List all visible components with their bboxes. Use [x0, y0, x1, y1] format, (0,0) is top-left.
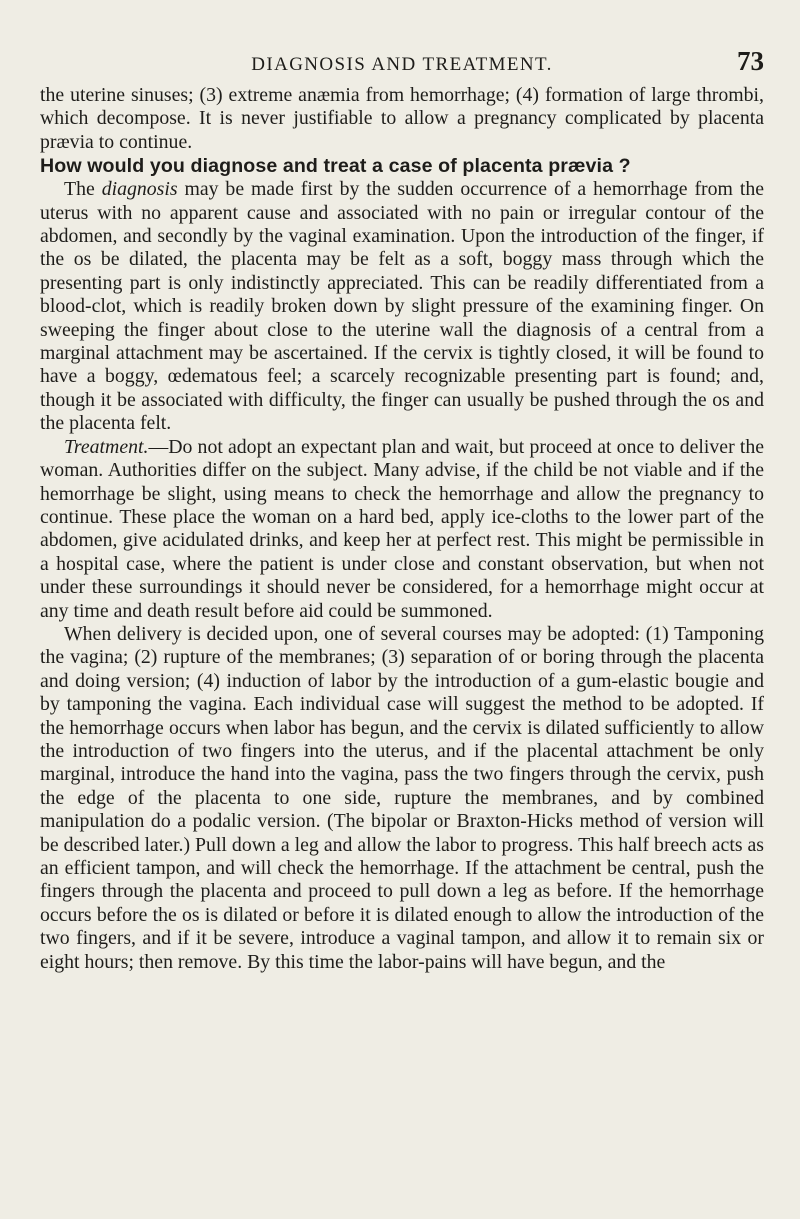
page-number: 73	[737, 46, 764, 76]
paragraph-continuation: the uterine sinuses; (3) extreme anæmia from hemorrhage; (4) formation of large thrombi, which decompose. It is never justifiable to allow a pregnancy complicated by placenta prævia to continue.	[40, 84, 764, 153]
paragraph-diagnosis	[40, 178, 764, 435]
diagnosis-term: diagnosis	[101, 178, 178, 201]
treatment-term: Treatment.	[64, 435, 149, 458]
paragraph-treatment	[40, 436, 764, 623]
section-question-heading: How would you diagnose and treat a case of placenta prævia ?	[40, 155, 631, 178]
body-text	[40, 84, 764, 974]
running-head	[40, 46, 764, 84]
paragraph-delivery: When delivery is decided upon, one of several courses may be adopted: (1) Tamponing the vagina; (2) rupture of the membranes; (3) separation of or boring through the placenta and doing version; (4) induction of labor by the introduction of a gum-elastic bougie and by tamponing the vagina. Each individual case will suggest the method to be adopted. If the hemorrhage occurs when labor has begun, and the cervix is dilated sufficiently to allow the introduction of two fingers into the uterus, and if the placental attachment be only marginal, introduce the hand into the vagina, pass the two fingers through the cervix, push the edge of the placenta to one side, rupture the membranes, and by combined manipulation do a podalic version. (The bipolar or Braxton-Hicks method of version will be described later.) Pull down a leg and allow the labor to progress. This half breech acts as an efficient tampon, and will check the hemorrhage. If the attachment be central, push the fingers through the placenta and proceed to pull down a leg as before. If the hemorrhage occurs before the os is dilated or before it is dilated enough to allow the introduction of the two fingers, and if it be severe, introduce a vaginal tampon, and allow it to remain six or eight hours; then remove. By this time the labor-pains will have begun, and the	[40, 622, 764, 973]
diagnosis-lead: The	[64, 178, 102, 201]
book-page	[40, 46, 765, 974]
running-title: DIAGNOSIS AND TREATMENT.	[251, 54, 553, 75]
treatment-text: —Do not adopt an expectant plan and wait, but proceed at once to deliver the woman. Authorities differ on the subject. Many advise, if the child be not viable and if the hemorrhage be slight, using means to check the hemorrhage and allow the pregnancy to continue. These place the woman on a hard bed, apply ice-cloths to the lower part of the abdomen, give acidulated drinks, and keep her at perfect rest. This might be permissible in a hospital case, where the patient is under close and constant observation, but when not under these surroundings it should never be considered, for a hemorrhage might occur at any time and death result before aid could be summoned.	[40, 435, 764, 622]
diagnosis-text: may be made first by the sudden occurrence of a hemorrhage from the uterus with no apparent cause and associated with no pain or irregular contour of the abdomen, and secondly by the vaginal examination. Upon the introduction of the finger, if the os be dilated, the placenta may be felt as a soft, boggy mass through which the presenting part is only indistinctly appreciated. This can be readily differentiated from a blood-clot, which is readily broken down by slight pressure of the examining finger. On sweeping the finger about close to the uterine wall the diagnosis of a central from a marginal attachment may be ascertained. If the cervix is tightly closed, it will be found to have a boggy, œdematous feel; a scarcely recognizable presenting part is found; and, though it be associated with difficulty, the finger can usually be pushed through the os and the placenta felt.	[40, 178, 765, 435]
